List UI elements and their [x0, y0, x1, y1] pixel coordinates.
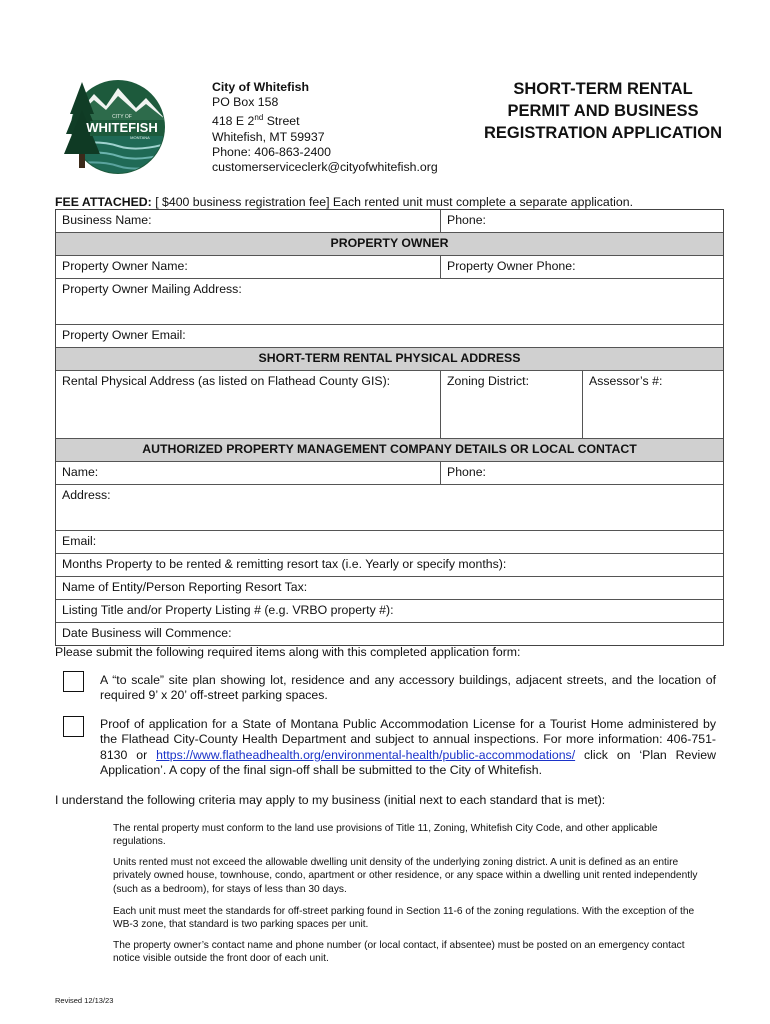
rental-address-row [56, 370, 723, 438]
listing-title-field[interactable]: Listing Title and/or Property Listing # (e.g. VRBO property #): [62, 603, 394, 617]
po-box: PO Box 158 [212, 95, 279, 110]
application-form-table [55, 209, 724, 646]
street-address: 418 E 2nd Street [212, 113, 300, 129]
owner-email-row [56, 324, 723, 347]
contact-email-field[interactable]: Email: [62, 534, 97, 548]
city-state-zip: Whitefish, MT 59937 [212, 129, 325, 144]
health-department-link[interactable]: https://www.flatheadhealth.org/environmental-health/public-accommodations/ [156, 747, 576, 762]
svg-text:WHITEFISH: WHITEFISH [86, 120, 158, 135]
site-plan-requirement: A “to scale” site plan showing lot, residence and any accessory buildings, adjacent streets, and the location of required 9’ x 20’ off-street parking spaces. [100, 673, 716, 703]
section-rental-address: SHORT-TERM RENTAL PHYSICAL ADDRESS [56, 347, 723, 370]
owner-email-field[interactable]: Property Owner Email: [62, 328, 186, 342]
entity-row [56, 576, 723, 599]
contact-email-row [56, 530, 723, 553]
fee-attached-line [55, 195, 633, 209]
revised-date: Revised 12/13/23 [55, 996, 114, 1005]
contact-row [56, 461, 723, 484]
owner-name-field[interactable]: Property Owner Name: [62, 259, 188, 273]
contact-address-row [56, 484, 723, 530]
license-requirement: Proof of application for a State of Montana Public Accommodation License for a Tourist Home administered by the Flathead City-County Health Department and subject to annual inspections. For more information: 406-751-8130 or https://www.flatheadhealth.org/environmental-health/public-accommodations/ click on ‘Plan Review Application’. A copy of the final sign-off shall be submitted to the City of Whitefish. [100, 717, 716, 778]
contact-name-field[interactable]: Name: [62, 465, 99, 479]
fee-text: [ $400 business registration fee] Each rented unit must complete a separate application. [151, 195, 634, 209]
svg-text:CITY OF: CITY OF [112, 114, 132, 120]
resort-tax-entity-field[interactable]: Name of Entity/Person Reporting Resort Tax: [62, 580, 308, 594]
criterion-density: Units rented must not exceed the allowable dwelling unit density of the underlying zoning district. A unit is defined as an entire privately owned house, townhouse, condo, apartment or other residence, or any space within a dwelling unit rented independently (such as a bedroom), for stays of less than 30 days. [113, 857, 698, 895]
org-email: customerserviceclerk@cityofwhitefish.org [212, 160, 438, 175]
criterion-contact-notice: The property owner’s contact name and phone number (or local contact, if absentee) must be posted on an emergency contact notice visible outside the front door of each unit. [113, 940, 685, 965]
org-phone: Phone: 406-863-2400 [212, 144, 331, 159]
business-phone-field[interactable]: Phone: [440, 210, 723, 232]
owner-phone-field[interactable]: Property Owner Phone: [440, 256, 723, 278]
commence-row [56, 622, 723, 645]
svg-text:MONTANA: MONTANA [130, 135, 150, 140]
owner-mailing-row [56, 278, 723, 324]
rental-address-field[interactable]: Rental Physical Address (as listed on Flathead County GIS): [62, 374, 391, 388]
contact-phone-field[interactable]: Phone: [440, 462, 723, 484]
months-row [56, 553, 723, 576]
criterion-zoning: The rental property must conform to the land use provisions of Title 11, Zoning, Whitefish City Code, and other applicable regulations. [113, 823, 658, 848]
owner-mailing-address-field[interactable]: Property Owner Mailing Address: [62, 282, 242, 296]
assessor-number-field[interactable]: Assessor’s #: [582, 371, 723, 438]
zoning-district-field[interactable]: Zoning District: [440, 371, 582, 438]
required-items-intro: Please submit the following required items along with this completed application form: [55, 645, 521, 659]
months-rented-field[interactable]: Months Property to be rented & remitting resort tax (i.e. Yearly or specify months): [62, 557, 507, 571]
owner-row [56, 255, 723, 278]
criteria-intro: I understand the following criteria may apply to my business (initial next to each standard that is met): [55, 793, 606, 807]
business-row [56, 210, 723, 232]
contact-address-field[interactable]: Address: [62, 488, 111, 502]
section-management-contact: AUTHORIZED PROPERTY MANAGEMENT COMPANY DETAILS OR LOCAL CONTACT [56, 438, 723, 461]
organization-address-block [212, 80, 438, 175]
city-of-whitefish-logo [60, 74, 166, 178]
org-name: City of Whitefish [212, 80, 310, 94]
site-plan-checkbox[interactable] [63, 671, 84, 692]
section-property-owner: PROPERTY OWNER [56, 232, 723, 255]
form-title: SHORT-TERM RENTAL PERMIT AND BUSINESS REGISTRATION APPLICATION [483, 80, 723, 142]
criterion-parking: Each unit must meet the standards for off-street parking found in Section 11-6 of the zoning regulations. With the exception of the WB-3 zone, that standard is two parking spaces per unit. [113, 906, 695, 931]
business-name-field[interactable]: Business Name: [62, 213, 152, 227]
license-checkbox[interactable] [63, 716, 84, 737]
listing-row [56, 599, 723, 622]
commence-date-field[interactable]: Date Business will Commence: [62, 626, 232, 640]
fee-label: FEE ATTACHED: [55, 195, 152, 209]
